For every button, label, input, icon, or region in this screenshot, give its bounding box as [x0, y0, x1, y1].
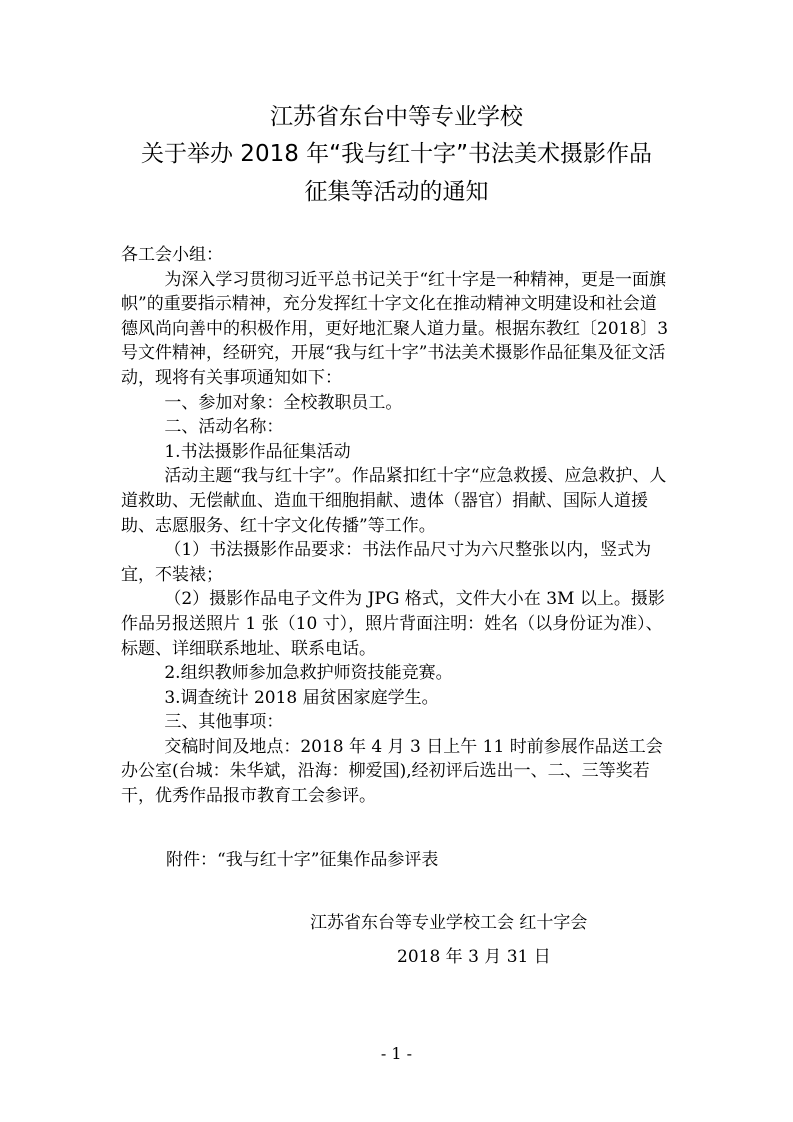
notice-body — [121, 243, 673, 809]
activity-item-3: 3.调查统计 2018 届贫困家庭学生。 — [164, 687, 439, 708]
intro-paragraph: 为深入学习贯彻习近平总书记关于“红十字是一种精神，更是一面旗帜”的重要指示精神，充分发挥红十字文化在推动精神文明建设和社会道德风尚向善中的积极作用，更好地汇聚人道力量。根据东教红〔2018〕3 号文件精神，经研究，开展“我与红十字”书法美术摄影作品征集及征文活动，现将有关事项通知如下： — [121, 269, 669, 388]
section-participants: 一、参加对象：全校教职员工。 — [164, 392, 403, 413]
activity-theme: 活动主题“我与红十字”。作品紧扣红十字“应急救援、应急救护、人道救助、无偿献血、造血干细胞捐献、遗体（器官）捐献、国际人道援助、志愿服务、红十字文化传播”等工作。 — [121, 466, 667, 536]
signature-line: 江苏省东台等专业学校工会 红十字会 — [310, 913, 588, 933]
attachment-line: 附件：“我与红十字”征集作品参评表 — [166, 850, 439, 870]
title-line-2: 关于举办 2018 年“我与红十字”书法美术摄影作品 — [141, 141, 652, 167]
requirement-2: （2）摄影作品电子文件为 JPG 格式，文件大小在 3M 以上。摄影作品另报送照片 1 张（10 寸），照片背面注明：姓名（以身份证为准）、标题、详细联系地址、联系电话。 — [121, 589, 665, 659]
section-other: 三、其他事项： — [164, 712, 284, 733]
deadline-paragraph: 交稿时间及地点：2018 年 4 月 3 日上午 11 时前参展作品送工会办公室(台城：朱华斌，沿海：柳爱国),经初评后选出一、二、三等奖若干，优秀作品报市教育工会参评。 — [121, 736, 663, 807]
activity-item-1: 1.书法摄影作品征集活动 — [164, 441, 351, 462]
salutation: 各工会小组： — [121, 245, 223, 265]
title-line-3: 征集等活动的通知 — [304, 179, 489, 205]
activity-item-2: 2.组织教师参加急救护师资技能竞赛。 — [164, 663, 453, 684]
title-line-1: 江苏省东台中等专业学校 — [270, 104, 523, 130]
date-line: 2018 年 3 月 31 日 — [397, 947, 551, 967]
requirement-1: （1）书法摄影作品要求：书法作品尺寸为六尺整张以内，竖式为宜，不装裱； — [121, 540, 652, 585]
page-number: - 1 - — [380, 1044, 413, 1063]
section-activities: 二、活动名称： — [164, 417, 284, 438]
